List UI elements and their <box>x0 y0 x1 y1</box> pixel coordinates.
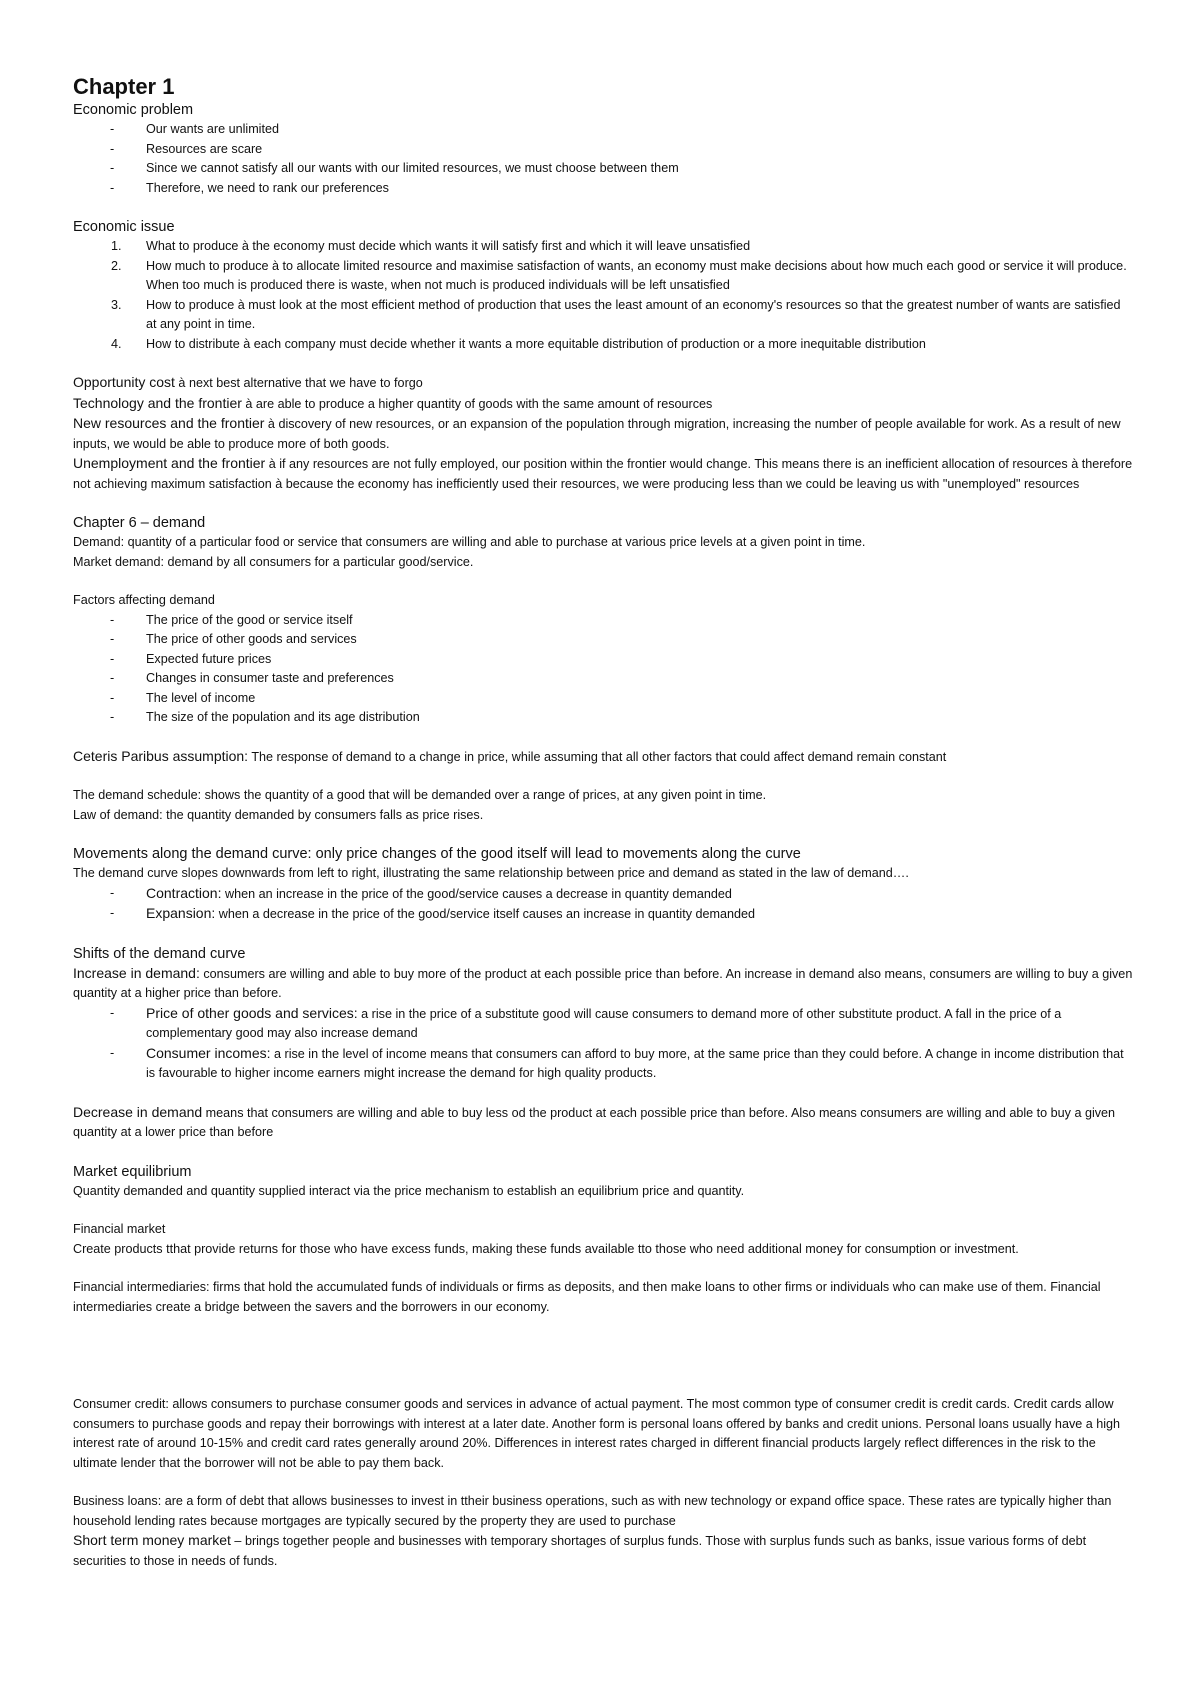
factors-list <box>73 611 1133 728</box>
list-item <box>73 296 1133 335</box>
law-of-demand-definition: Law of demand: the quantity demanded by consumers falls as price rises. <box>73 807 484 822</box>
definition-term: Contraction: <box>146 884 222 901</box>
economic-problem-list <box>73 120 1133 198</box>
list-text: How to distribute à each company must decide whether it wants a more equitable distribution of production or a more inequitable distribution <box>146 336 926 351</box>
definition-text: à if any resources are not fully employed, our position within the frontier would change. This means there is an inefficient allocation of resources à therefore not achieving maximum satisfaction à because the economy has inefficiently used their resources, we were producing less than we could be leaving us with "unemployed" resources <box>73 457 1133 491</box>
definition-text: when a decrease in the price of the good/service itself causes an increase in quantity demanded <box>215 907 756 921</box>
list-number: 3. <box>111 297 122 312</box>
list-item: - Our wants are unlimited <box>73 120 1133 140</box>
economic-issue-heading: Economic issue <box>73 219 175 235</box>
unemployment-frontier-definition <box>73 454 1133 494</box>
business-loans-paragraph: Business loans: are a form of debt that allows businesses to invest in ttheir business operations, such as with new technology or expand office space. These rates are typically higher than household lending rates because mortgages are typically secured by the property they are used to purchase <box>73 1494 1112 1528</box>
list-item <box>73 257 1133 296</box>
demand-schedule-definition: The demand schedule: shows the quantity of a good that will be demanded over a range of prices, at any given point in time. <box>73 788 767 802</box>
definition-term: Consumer incomes: <box>146 1044 271 1061</box>
technology-frontier-definition <box>73 394 1133 415</box>
market-equilibrium-heading: Market equilibrium <box>73 1163 192 1180</box>
consumer-credit-paragraph: Consumer credit: allows consumers to purchase consumer goods and services in advance of actual payment. The most common type of consumer credit is credit cards. Credit cards allow consumers to purchase goods and repay their borrowings with interest at a later date. Another form is personal loans offered by banks and credit unions. Personal loans usually have a high interest rate of around 10-15% and credit card rates generally around 20%. Differences in interest rates charged in different financial products largely reflect differences in the risk to the ultimate lender that the borrower will not be able to pay them back. <box>73 1397 1121 1470</box>
factors-heading: Factors affecting demand <box>73 593 215 607</box>
movements-list <box>73 884 1133 925</box>
definition-text: – brings together people and businesses with temporary shortages of surplus funds. Those with surplus funds such as banks, issue various forms of debt securities to those in needs of funds. <box>73 1534 1087 1568</box>
list-item <box>73 1044 1133 1084</box>
definition-term: Price of other goods and services: <box>146 1004 358 1021</box>
short-term-money-market-paragraph <box>73 1531 1133 1571</box>
document-page <box>73 74 1133 1571</box>
market-demand-definition: Market demand: demand by all consumers for a particular good/service. <box>73 554 474 569</box>
movements-heading: Movements along the demand curve: only price changes of the good itself will lead to movements along the curve <box>73 846 801 862</box>
shifts-list <box>73 1004 1133 1084</box>
list-number: 4. <box>111 336 122 351</box>
financial-market-text: Create products tthat provide returns for those who have excess funds, making these funds available tto those who need additional money for consumption or investment. <box>73 1241 1019 1256</box>
chapter6-heading: Chapter 6 – demand <box>73 515 206 531</box>
list-item: - Expected future prices <box>73 650 1133 670</box>
list-item: - Since we cannot satisfy all our wants with our limited resources, we must choose between them <box>73 159 1133 179</box>
ceteris-paribus-definition <box>73 747 1133 768</box>
list-item: - The size of the population and its age distribution <box>73 708 1133 728</box>
definition-term: New resources and the frontier <box>73 415 265 431</box>
definition-term: Expansion: <box>146 905 216 921</box>
list-number: 1. <box>111 239 122 253</box>
definition-text: a rise in the price of a substitute good will cause consumers to demand more of other substitute product. A fall in the price of a complementary good may also increase demand <box>146 1006 1062 1040</box>
definition-text: à next best alternative that we have to forgo <box>174 376 423 390</box>
definition-term: Increase in demand: <box>73 964 200 981</box>
list-item: - Therefore, we need to rank our preferences <box>73 179 1133 199</box>
shifts-heading: Shifts of the demand curve <box>73 945 246 962</box>
definition-text: The response of demand to a change in price, while assuming that all other factors that could affect demand remain constant <box>248 749 947 764</box>
definition-term: Technology and the frontier <box>73 394 242 411</box>
list-item <box>73 1004 1133 1044</box>
list-item: - The level of income <box>73 689 1133 709</box>
list-item: - The price of the good or service itself <box>73 611 1133 631</box>
demand-definition: Demand: quantity of a particular food or service that consumers are willing and able to purchase at various price levels at a given point in time. <box>73 535 866 549</box>
definition-term: Short term money market <box>73 1532 231 1548</box>
page-title: Chapter 1 <box>73 74 175 99</box>
definition-text: à discovery of new resources, or an expansion of the population through migration, increasing the number of people available for work. As a result of new inputs, we would be able to produce more of both goods. <box>73 417 1121 451</box>
list-item <box>73 904 1133 925</box>
definition-text: a rise in the level of income means that consumers can afford to buy more, at the same price than they could before. A change in income distribution that is favourable to higher income earners might increase the demand for high quality products. <box>146 1046 1124 1080</box>
list-item <box>73 335 1133 355</box>
list-text: How to produce à must look at the most efficient method of production that uses the least amount of an economy's resources so that the greatest number of wants are satisfied at any point in time. <box>146 297 1121 331</box>
movements-intro: The demand curve slopes downwards from left to right, illustrating the same relationship between price and demand as stated in the law of demand…. <box>73 866 909 880</box>
list-item: - Resources are scare <box>73 140 1133 160</box>
economic-issue-list <box>73 237 1133 354</box>
list-number: 2. <box>111 258 122 273</box>
definition-term: Opportunity cost <box>73 374 175 390</box>
market-equilibrium-text: Quantity demanded and quantity supplied interact via the price mechanism to establish an equilibrium price and quantity. <box>73 1183 745 1198</box>
definition-text: means that consumers are willing and able to buy less od the product at each possible price than before. Also means consumers are willing and able to buy a given quantity at a lower price than before <box>73 1105 1116 1139</box>
new-resources-definition <box>73 414 1133 454</box>
list-item <box>73 237 1133 257</box>
financial-market-heading: Financial market <box>73 1222 166 1236</box>
list-text: How much to produce à to allocate limited resource and maximise satisfaction of wants, an economy must make decisions about how much each good or service it will produce. When too much is produced there is waste, when not much is produced individuals will be left unsatisfied <box>146 258 1127 292</box>
list-text: What to produce à the economy must decide which wants it will satisfy first and which it will leave unsatisfied <box>146 239 751 253</box>
definition-term: Decrease in demand <box>73 1103 203 1120</box>
definition-text: when an increase in the price of the good/service causes a decrease in quantity demanded <box>221 886 732 901</box>
definition-text: à are able to produce a higher quantity of goods with the same amount of resources <box>241 396 713 411</box>
list-item: - Changes in consumer taste and preferences <box>73 669 1133 689</box>
definition-text: consumers are willing and able to buy more of the product at each possible price than before. An increase in demand also means, consumers are willing to buy a given quantity at a higher price than before. <box>73 966 1133 1000</box>
decrease-in-demand-definition <box>73 1103 1133 1143</box>
financial-intermediaries-paragraph: Financial intermediaries: firms that hold the accumulated funds of individuals or firms as deposits, and then make loans to other firms or individuals who can make use of them. Financial intermediaries create a bridge between the savers and the borrowers in our economy. <box>73 1280 1101 1314</box>
increase-in-demand-definition <box>73 964 1133 1004</box>
list-item <box>73 884 1133 905</box>
economic-problem-heading: Economic problem <box>73 102 194 118</box>
definition-term: Ceteris Paribus assumption: <box>73 747 249 764</box>
opportunity-cost-definition <box>73 373 1133 394</box>
list-item: - The price of other goods and services <box>73 630 1133 650</box>
definition-term: Unemployment and the frontier <box>73 455 266 471</box>
